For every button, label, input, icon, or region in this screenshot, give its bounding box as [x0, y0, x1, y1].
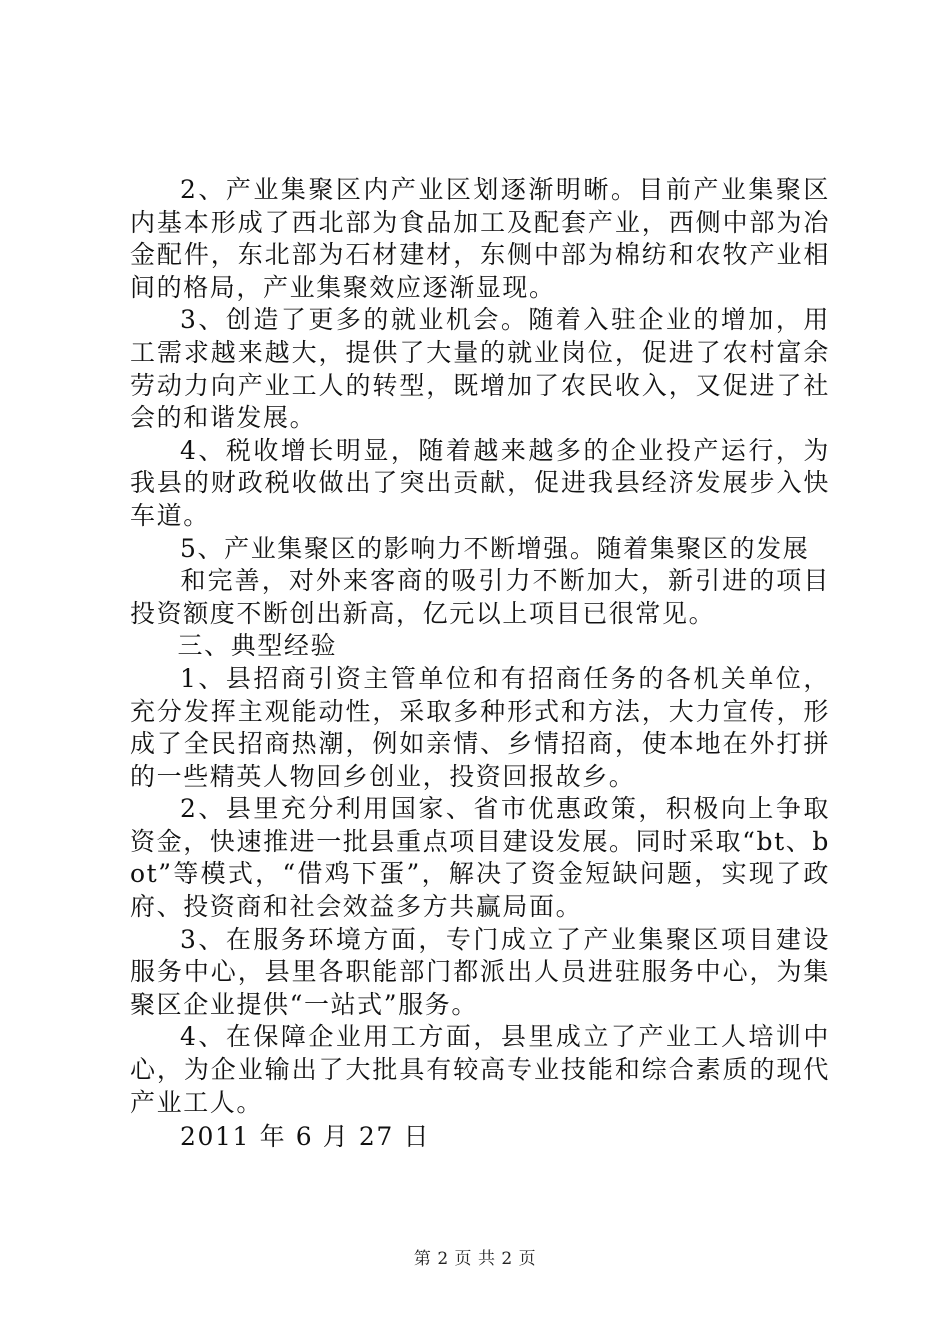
paragraph-influence: 5、产业集聚区的影响力不断增强。随着集聚区的发展 — [180, 533, 810, 563]
page-footer — [0, 1244, 950, 1269]
paragraph-influence-continued-text: 和完善，对外来客商的吸引力不断加大，新引进的项目投资额度不断创出新高，亿元以上项目已很常见。 — [130, 566, 830, 628]
paragraph-employment: 3、创造了更多的就业机会。随着入驻企业的增加，用工需求越来越大，提供了大量的就业岗位，促进了农村富余劳动力向产业工人的转型，既增加了农民收入，又促进了社会的和谐发展。 — [130, 305, 830, 433]
paragraph-service-environment: 3、在服务环境方面，专门成立了产业集聚区项目建设服务中心，县里各职能部门都派出人员进驻服务中心，为集聚区企业提供“一站式”服务。 — [130, 924, 830, 1019]
document-date: 2011 年 6 月 27 日 — [180, 1122, 431, 1152]
document-body — [130, 174, 830, 1154]
page-number-label: 第 2 页 共 2 页 — [413, 1249, 537, 1269]
paragraph-labor-training: 4、在保障企业用工方面，县里成立了产业工人培训中心，为企业输出了大批具有较高专业技能和综合素质的现代产业工人。 — [130, 1022, 830, 1117]
paragraph-investment-promotion: 1、县招商引资主管单位和有招商任务的各机关单位，充分发挥主观能动性，采取多种形式和方法，大力宣传，形成了全民招商热潮，例如亲情、乡情招商，使本地在外打拼的一些精英人物回乡创业，投资回报故乡。 — [130, 663, 830, 791]
paragraph-industry-zoning: 2、产业集聚区内产业区划逐渐明晰。目前产业集聚区内基本形成了西北部为食品加工及配套产业，西侧中部为冶金配件，东北部为石材建材，东侧中部为棉纺和农牧产业相间的格局，产业集聚效应逐渐显现。 — [130, 175, 830, 302]
paragraph-policy-funding: 2、县里充分利用国家、省市优惠政策，积极向上争取资金，快速推进一批县重点项目建设发展。同时采取“bt、bot”等模式，“借鸡下蛋”，解决了资金短缺问题，实现了政府、投资商和社会效益多方共赢局面。 — [130, 794, 830, 922]
section-heading-typical-experience: 三、典型经验 — [177, 631, 338, 661]
paragraph-influence-continued — [130, 565, 830, 630]
paragraph-tax-growth: 4、税收增长明显，随着越来越多的企业投产运行，为我县的财政税收做出了突出贡献，促进我县经济发展步入快车道。 — [130, 435, 830, 530]
